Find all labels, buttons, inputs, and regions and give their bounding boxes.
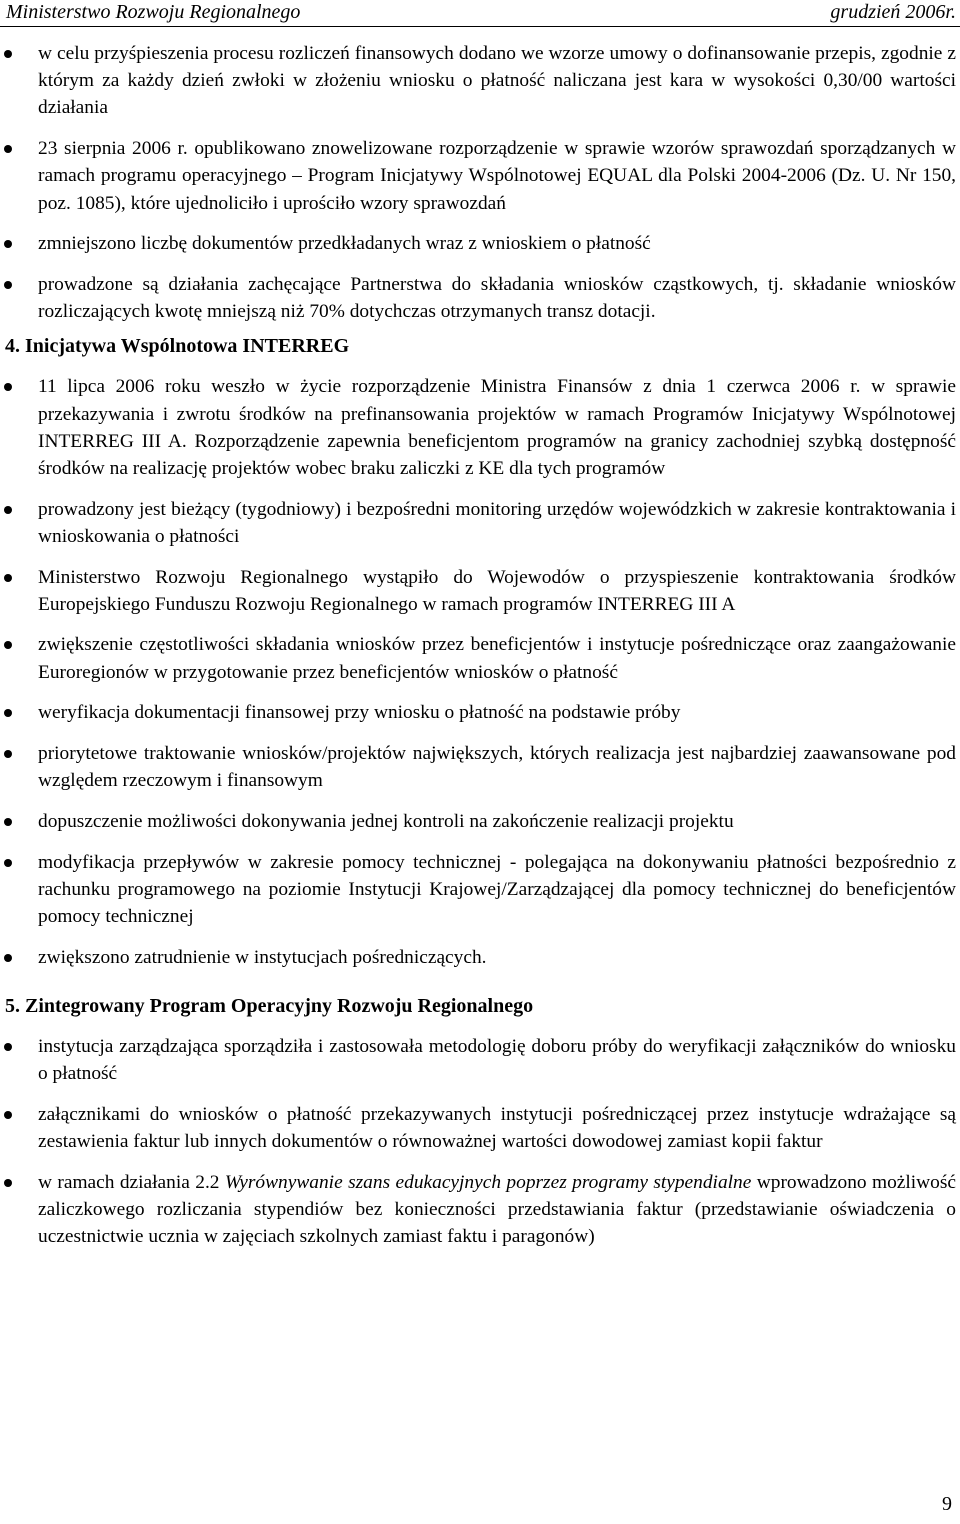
- list-item-text: załącznikami do wniosków o płatność przekazywanych instytucji pośredniczącej przez instytucje wdrażające są zestawienia faktur lub innych dokumentów o równoważnej wartości dowodowej zamiast kopii faktur: [38, 1103, 956, 1153]
- header-ministry-name: Ministerstwo Rozwoju Regionalnego: [6, 1, 301, 23]
- program-name-italic: Wyrównywanie szans edukacyjnych poprzez programy stypendialne: [224, 1171, 752, 1193]
- bullet-icon: [4, 750, 12, 758]
- section-title: Inicjatywa Wspólnotowa INTERREG: [25, 335, 350, 358]
- section-number: 4.: [5, 335, 20, 358]
- list-item: [0, 1033, 960, 1087]
- list-item-text: priorytetowe traktowanie wniosków/projektów największych, których realizacja jest najbardziej zaawansowane pod względem rzeczowym i finansowym: [38, 743, 956, 792]
- list-item-text: modyfikacja przepływów w zakresie pomocy technicznej - polegająca na dokonywaniu płatności bezpośrednio z rachunku programowego na poziomie Instytucji Krajowej/Zarządzającej dla pomocy technicznej do beneficjentów pomocy technicznej: [38, 851, 956, 928]
- list-item-text: zwiększenie częstotliwości składania wniosków przez beneficjentów i instytucje pośredniczące oraz zaangażowanie Euroregionów w przygotowanie przez beneficjentów wniosków o płatność: [38, 634, 956, 683]
- list-item: [0, 40, 960, 122]
- list-item: [0, 808, 960, 835]
- bullet-icon: [4, 818, 12, 826]
- list-item-text: prowadzony jest bieżący (tygodniowy) i bezpośredni monitoring urzędów wojewódzkich w zakresie kontraktowania i wnioskowania o płatności: [38, 498, 956, 547]
- section-heading: [0, 333, 960, 360]
- list-item: [0, 631, 960, 685]
- list-item: [0, 271, 960, 325]
- list-item-text: 23 sierpnia 2006 r. opublikowano znowelizowane rozporządzenie w sprawie wzorów sprawozdań sporządzanych w ramach programu operacyjnego – Program Inicjatywy Wspólnotowej EQUAL dla Polski 2004-2006 (Dz. U. Nr 150, poz. 1085), które ujednoliciło i uprościło wzory sprawozdań: [38, 138, 956, 214]
- bullet-icon: [4, 574, 12, 582]
- bullet-icon: [4, 954, 12, 962]
- section-number: 5.: [5, 994, 20, 1017]
- bullet-icon: [4, 1179, 12, 1187]
- list-item: [0, 373, 960, 482]
- list-item: [0, 944, 960, 971]
- list-item-text: zwiększono zatrudnienie w instytucjach pośredniczących.: [38, 946, 487, 968]
- list-item-text-suffix: wprowadzono możliwość zaliczkowego rozliczania stypendiów bez konieczności przedstawiania faktur (przedstawianie oświadczenia o uczestnictwie ucznia w zajęciach szkolnych zamiast faktu i paragonów): [38, 1171, 957, 1248]
- bullet-icon: [4, 50, 12, 58]
- section-heading: [0, 993, 960, 1020]
- list-item: [0, 740, 960, 794]
- bullet-icon: [4, 1043, 12, 1051]
- page-header: [0, 0, 960, 30]
- list-item-text: w celu przyśpieszenia procesu rozliczeń finansowych dodano we wzorze umowy o dofinansowanie przepis, zgodnie z którym za każdy dzień zwłoki w złożeniu wniosku o płatność naliczana jest kara w wysokości 0,30/00 wartości działania: [38, 43, 956, 119]
- bullet-icon: [4, 145, 12, 153]
- list-item-text: prowadzone są działania zachęcające Partnerstwa do składania wniosków cząstkowych, tj. składanie wniosków rozliczających kwotę mniejszą niż 70% dotychczas otrzymanych transz dotacji.: [38, 273, 956, 323]
- list-item-text: weryfikacja dokumentacji finansowej przy wniosku o płatność na podstawie próby: [38, 702, 681, 724]
- bullet-icon: [4, 506, 12, 514]
- list-item-text: dopuszczenie możliwości dokonywania jednej kontroli na zakończenie realizacji projektu: [38, 810, 734, 832]
- list-item-text-prefix: w ramach działania 2.2: [38, 1171, 225, 1193]
- bullet-icon: [4, 383, 12, 391]
- list-item: [0, 496, 960, 550]
- list-item-text: instytucja zarządzająca sporządziła i zastosowała metodologię doboru próby do weryfikacji załączników do wniosku o płatność: [38, 1035, 956, 1085]
- section-title: Zintegrowany Program Operacyjny Rozwoju Regionalnego: [25, 994, 534, 1017]
- list-item: [0, 1169, 960, 1251]
- bullet-icon: [4, 1111, 12, 1119]
- bullet-icon: [4, 859, 12, 867]
- list-item: [0, 1101, 960, 1155]
- list-item: [0, 230, 960, 257]
- bullet-icon: [4, 281, 12, 289]
- list-item: [0, 135, 960, 217]
- list-item: [0, 564, 960, 618]
- page-number: 9: [942, 1493, 952, 1515]
- bullet-icon: [4, 240, 12, 248]
- list-item: [0, 699, 960, 726]
- header-date: grudzień 2006r.: [830, 1, 956, 23]
- list-item-text: 11 lipca 2006 roku weszło w życie rozporządzenie Ministra Finansów z dnia 1 czerwca 2006 r. w sprawie przekazywania i zwrotu środków na prefinansowania projektów w ramach Programów Inicjatywy Wspólnotowej INTERREG III A. Rozporządzenie zapewnia beneficjentom programów na granicy zachodniej szybką dostępność środków na realizację projektów wobec braku zaliczki z KE dla tych programów: [38, 376, 956, 479]
- list-item: [0, 849, 960, 931]
- document-body: [0, 40, 960, 1264]
- header-rule: [0, 26, 960, 27]
- bullet-icon: [4, 641, 12, 649]
- bullet-icon: [4, 709, 12, 717]
- list-item-text: zmniejszono liczbę dokumentów przedkładanych wraz z wnioskiem o płatność: [38, 233, 651, 255]
- list-item-text: Ministerstwo Rozwoju Regionalnego wystąpiło do Wojewodów o przyspieszenie kontraktowania środków Europejskiego Funduszu Rozwoju Regionalnego w ramach programów INTERREG III A: [38, 566, 956, 615]
